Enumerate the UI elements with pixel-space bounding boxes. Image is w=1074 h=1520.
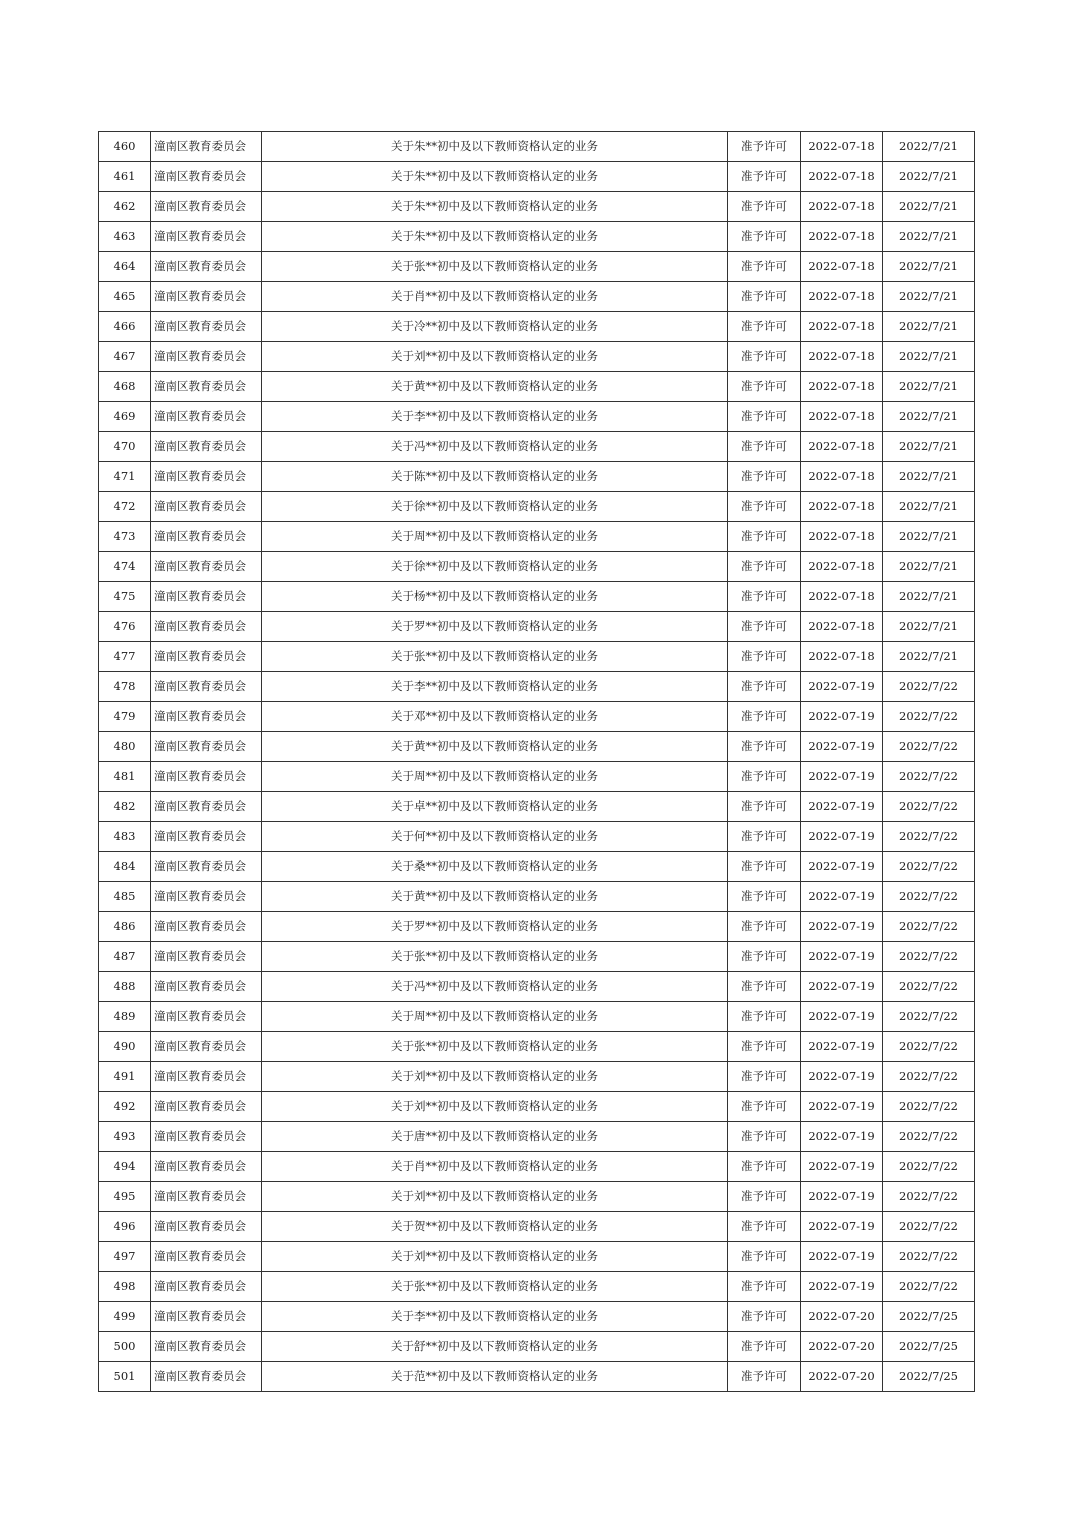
- decision-date-cell: 2022-07-19: [801, 1062, 883, 1092]
- table-row: [99, 942, 975, 972]
- table-row: [99, 882, 975, 912]
- publish-date-cell: 2022/7/21: [883, 492, 975, 522]
- organization-cell: 潼南区教育委员会: [151, 1032, 262, 1062]
- decision-date-cell: 2022-07-18: [801, 342, 883, 372]
- organization-cell: 潼南区教育委员会: [151, 1182, 262, 1212]
- publish-date-cell: 2022/7/22: [883, 1122, 975, 1152]
- decision-cell: 准予许可: [728, 552, 801, 582]
- decision-cell: 准予许可: [728, 912, 801, 942]
- decision-cell: 准予许可: [728, 732, 801, 762]
- matter-title-cell: 关于范**初中及以下教师资格认定的业务: [262, 1362, 728, 1392]
- decision-date-cell: 2022-07-18: [801, 432, 883, 462]
- decision-cell: 准予许可: [728, 1302, 801, 1332]
- decision-date-cell: 2022-07-20: [801, 1362, 883, 1392]
- matter-title-cell: 关于李**初中及以下教师资格认定的业务: [262, 1302, 728, 1332]
- decision-cell: 准予许可: [728, 1242, 801, 1272]
- row-number-cell: 482: [99, 792, 151, 822]
- decision-date-cell: 2022-07-18: [801, 372, 883, 402]
- matter-title-cell: 关于陈**初中及以下教师资格认定的业务: [262, 462, 728, 492]
- publish-date-cell: 2022/7/21: [883, 552, 975, 582]
- table-row: [99, 1032, 975, 1062]
- decision-date-cell: 2022-07-19: [801, 1032, 883, 1062]
- organization-cell: 潼南区教育委员会: [151, 1152, 262, 1182]
- matter-title-cell: 关于刘**初中及以下教师资格认定的业务: [262, 1062, 728, 1092]
- decision-cell: 准予许可: [728, 462, 801, 492]
- decision-date-cell: 2022-07-18: [801, 192, 883, 222]
- decision-date-cell: 2022-07-19: [801, 1122, 883, 1152]
- publish-date-cell: 2022/7/22: [883, 912, 975, 942]
- decision-cell: 准予许可: [728, 1152, 801, 1182]
- decision-date-cell: 2022-07-19: [801, 1212, 883, 1242]
- publish-date-cell: 2022/7/22: [883, 1242, 975, 1272]
- organization-cell: 潼南区教育委员会: [151, 582, 262, 612]
- organization-cell: 潼南区教育委员会: [151, 852, 262, 882]
- decision-date-cell: 2022-07-18: [801, 162, 883, 192]
- organization-cell: 潼南区教育委员会: [151, 732, 262, 762]
- decision-date-cell: 2022-07-19: [801, 1152, 883, 1182]
- publish-date-cell: 2022/7/22: [883, 702, 975, 732]
- matter-title-cell: 关于邓**初中及以下教师资格认定的业务: [262, 702, 728, 732]
- decision-date-cell: 2022-07-19: [801, 792, 883, 822]
- organization-cell: 潼南区教育委员会: [151, 312, 262, 342]
- table-row: [99, 912, 975, 942]
- decision-date-cell: 2022-07-19: [801, 672, 883, 702]
- organization-cell: 潼南区教育委员会: [151, 1362, 262, 1392]
- publish-date-cell: 2022/7/22: [883, 1062, 975, 1092]
- publish-date-cell: 2022/7/22: [883, 972, 975, 1002]
- decision-date-cell: 2022-07-19: [801, 702, 883, 732]
- matter-title-cell: 关于何**初中及以下教师资格认定的业务: [262, 822, 728, 852]
- table-row: [99, 1092, 975, 1122]
- decision-cell: 准予许可: [728, 222, 801, 252]
- organization-cell: 潼南区教育委员会: [151, 282, 262, 312]
- matter-title-cell: 关于周**初中及以下教师资格认定的业务: [262, 762, 728, 792]
- table-row: [99, 162, 975, 192]
- decision-date-cell: 2022-07-20: [801, 1332, 883, 1362]
- matter-title-cell: 关于罗**初中及以下教师资格认定的业务: [262, 612, 728, 642]
- publish-date-cell: 2022/7/21: [883, 372, 975, 402]
- organization-cell: 潼南区教育委员会: [151, 462, 262, 492]
- decision-date-cell: 2022-07-18: [801, 612, 883, 642]
- matter-title-cell: 关于刘**初中及以下教师资格认定的业务: [262, 1182, 728, 1212]
- row-number-cell: 483: [99, 822, 151, 852]
- matter-title-cell: 关于肖**初中及以下教师资格认定的业务: [262, 282, 728, 312]
- decision-date-cell: 2022-07-19: [801, 1272, 883, 1302]
- publish-date-cell: 2022/7/21: [883, 462, 975, 492]
- decision-cell: 准予许可: [728, 972, 801, 1002]
- row-number-cell: 473: [99, 522, 151, 552]
- publish-date-cell: 2022/7/25: [883, 1362, 975, 1392]
- organization-cell: 潼南区教育委员会: [151, 252, 262, 282]
- decision-cell: 准予许可: [728, 252, 801, 282]
- table-row: [99, 312, 975, 342]
- decision-cell: 准予许可: [728, 642, 801, 672]
- organization-cell: 潼南区教育委员会: [151, 702, 262, 732]
- decision-cell: 准予许可: [728, 402, 801, 432]
- matter-title-cell: 关于李**初中及以下教师资格认定的业务: [262, 672, 728, 702]
- row-number-cell: 497: [99, 1242, 151, 1272]
- matter-title-cell: 关于桑**初中及以下教师资格认定的业务: [262, 852, 728, 882]
- table-row: [99, 1152, 975, 1182]
- matter-title-cell: 关于张**初中及以下教师资格认定的业务: [262, 1272, 728, 1302]
- matter-title-cell: 关于刘**初中及以下教师资格认定的业务: [262, 1092, 728, 1122]
- organization-cell: 潼南区教育委员会: [151, 1092, 262, 1122]
- organization-cell: 潼南区教育委员会: [151, 1332, 262, 1362]
- matter-title-cell: 关于刘**初中及以下教师资格认定的业务: [262, 342, 728, 372]
- matter-title-cell: 关于朱**初中及以下教师资格认定的业务: [262, 192, 728, 222]
- row-number-cell: 495: [99, 1182, 151, 1212]
- publish-date-cell: 2022/7/22: [883, 942, 975, 972]
- publish-date-cell: 2022/7/21: [883, 192, 975, 222]
- publish-date-cell: 2022/7/22: [883, 1002, 975, 1032]
- organization-cell: 潼南区教育委员会: [151, 1062, 262, 1092]
- decision-cell: 准予许可: [728, 1362, 801, 1392]
- organization-cell: 潼南区教育委员会: [151, 612, 262, 642]
- decision-date-cell: 2022-07-19: [801, 1182, 883, 1212]
- table-row: [99, 132, 975, 162]
- row-number-cell: 496: [99, 1212, 151, 1242]
- decision-date-cell: 2022-07-18: [801, 222, 883, 252]
- table-row: [99, 1122, 975, 1152]
- row-number-cell: 490: [99, 1032, 151, 1062]
- row-number-cell: 501: [99, 1362, 151, 1392]
- row-number-cell: 466: [99, 312, 151, 342]
- publish-date-cell: 2022/7/21: [883, 222, 975, 252]
- publish-date-cell: 2022/7/22: [883, 732, 975, 762]
- matter-title-cell: 关于朱**初中及以下教师资格认定的业务: [262, 132, 728, 162]
- decision-cell: 准予许可: [728, 1062, 801, 1092]
- row-number-cell: 493: [99, 1122, 151, 1152]
- publish-date-cell: 2022/7/21: [883, 432, 975, 462]
- table-row: [99, 402, 975, 432]
- row-number-cell: 468: [99, 372, 151, 402]
- organization-cell: 潼南区教育委员会: [151, 1302, 262, 1332]
- decision-date-cell: 2022-07-18: [801, 552, 883, 582]
- row-number-cell: 485: [99, 882, 151, 912]
- table-row: [99, 1272, 975, 1302]
- organization-cell: 潼南区教育委员会: [151, 222, 262, 252]
- table-row: [99, 192, 975, 222]
- decision-cell: 准予许可: [728, 432, 801, 462]
- decision-date-cell: 2022-07-18: [801, 642, 883, 672]
- decision-cell: 准予许可: [728, 882, 801, 912]
- row-number-cell: 472: [99, 492, 151, 522]
- organization-cell: 潼南区教育委员会: [151, 1212, 262, 1242]
- decision-date-cell: 2022-07-19: [801, 852, 883, 882]
- row-number-cell: 492: [99, 1092, 151, 1122]
- matter-title-cell: 关于朱**初中及以下教师资格认定的业务: [262, 162, 728, 192]
- decision-cell: 准予许可: [728, 522, 801, 552]
- row-number-cell: 460: [99, 132, 151, 162]
- matter-title-cell: 关于朱**初中及以下教师资格认定的业务: [262, 222, 728, 252]
- decision-date-cell: 2022-07-19: [801, 972, 883, 1002]
- organization-cell: 潼南区教育委员会: [151, 402, 262, 432]
- row-number-cell: 480: [99, 732, 151, 762]
- publish-date-cell: 2022/7/22: [883, 1212, 975, 1242]
- row-number-cell: 486: [99, 912, 151, 942]
- row-number-cell: 477: [99, 642, 151, 672]
- organization-cell: 潼南区教育委员会: [151, 912, 262, 942]
- matter-title-cell: 关于张**初中及以下教师资格认定的业务: [262, 942, 728, 972]
- row-number-cell: 469: [99, 402, 151, 432]
- table-row: [99, 1242, 975, 1272]
- row-number-cell: 471: [99, 462, 151, 492]
- table-row: [99, 432, 975, 462]
- table-row: [99, 1332, 975, 1362]
- matter-title-cell: 关于李**初中及以下教师资格认定的业务: [262, 402, 728, 432]
- decision-cell: 准予许可: [728, 762, 801, 792]
- publish-date-cell: 2022/7/22: [883, 1182, 975, 1212]
- decision-cell: 准予许可: [728, 852, 801, 882]
- decision-cell: 准予许可: [728, 312, 801, 342]
- matter-title-cell: 关于卓**初中及以下教师资格认定的业务: [262, 792, 728, 822]
- matter-title-cell: 关于冯**初中及以下教师资格认定的业务: [262, 432, 728, 462]
- table-row: [99, 672, 975, 702]
- decision-date-cell: 2022-07-18: [801, 282, 883, 312]
- table-row: [99, 462, 975, 492]
- table-row: [99, 1362, 975, 1392]
- organization-cell: 潼南区教育委员会: [151, 942, 262, 972]
- matter-title-cell: 关于张**初中及以下教师资格认定的业务: [262, 642, 728, 672]
- organization-cell: 潼南区教育委员会: [151, 492, 262, 522]
- row-number-cell: 462: [99, 192, 151, 222]
- matter-title-cell: 关于黄**初中及以下教师资格认定的业务: [262, 372, 728, 402]
- organization-cell: 潼南区教育委员会: [151, 372, 262, 402]
- decision-date-cell: 2022-07-19: [801, 942, 883, 972]
- row-number-cell: 476: [99, 612, 151, 642]
- matter-title-cell: 关于肖**初中及以下教师资格认定的业务: [262, 1152, 728, 1182]
- publish-date-cell: 2022/7/21: [883, 642, 975, 672]
- matter-title-cell: 关于徐**初中及以下教师资格认定的业务: [262, 492, 728, 522]
- table-row: [99, 1002, 975, 1032]
- records-table-body: [99, 132, 975, 1392]
- matter-title-cell: 关于周**初中及以下教师资格认定的业务: [262, 522, 728, 552]
- table-row: [99, 372, 975, 402]
- matter-title-cell: 关于徐**初中及以下教师资格认定的业务: [262, 552, 728, 582]
- table-row: [99, 522, 975, 552]
- row-number-cell: 465: [99, 282, 151, 312]
- matter-title-cell: 关于周**初中及以下教师资格认定的业务: [262, 1002, 728, 1032]
- table-row: [99, 582, 975, 612]
- table-row: [99, 822, 975, 852]
- row-number-cell: 478: [99, 672, 151, 702]
- decision-cell: 准予许可: [728, 342, 801, 372]
- decision-cell: 准予许可: [728, 492, 801, 522]
- organization-cell: 潼南区教育委员会: [151, 1002, 262, 1032]
- table-row: [99, 1212, 975, 1242]
- decision-cell: 准予许可: [728, 1212, 801, 1242]
- row-number-cell: 500: [99, 1332, 151, 1362]
- organization-cell: 潼南区教育委员会: [151, 1272, 262, 1302]
- table-row: [99, 342, 975, 372]
- decision-cell: 准予许可: [728, 942, 801, 972]
- decision-date-cell: 2022-07-18: [801, 402, 883, 432]
- publish-date-cell: 2022/7/21: [883, 522, 975, 552]
- publish-date-cell: 2022/7/21: [883, 162, 975, 192]
- table-row: [99, 552, 975, 582]
- decision-cell: 准予许可: [728, 822, 801, 852]
- publish-date-cell: 2022/7/21: [883, 402, 975, 432]
- organization-cell: 潼南区教育委员会: [151, 882, 262, 912]
- table-row: [99, 1302, 975, 1332]
- decision-cell: 准予许可: [728, 132, 801, 162]
- decision-cell: 准予许可: [728, 1332, 801, 1362]
- row-number-cell: 464: [99, 252, 151, 282]
- row-number-cell: 463: [99, 222, 151, 252]
- decision-date-cell: 2022-07-18: [801, 492, 883, 522]
- decision-cell: 准予许可: [728, 1032, 801, 1062]
- organization-cell: 潼南区教育委员会: [151, 762, 262, 792]
- publish-date-cell: 2022/7/21: [883, 282, 975, 312]
- decision-date-cell: 2022-07-19: [801, 882, 883, 912]
- organization-cell: 潼南区教育委员会: [151, 642, 262, 672]
- decision-cell: 准予许可: [728, 1122, 801, 1152]
- row-number-cell: 488: [99, 972, 151, 1002]
- table-row: [99, 612, 975, 642]
- decision-date-cell: 2022-07-19: [801, 1002, 883, 1032]
- table-row: [99, 222, 975, 252]
- organization-cell: 潼南区教育委员会: [151, 972, 262, 1002]
- matter-title-cell: 关于张**初中及以下教师资格认定的业务: [262, 252, 728, 282]
- publish-date-cell: 2022/7/21: [883, 582, 975, 612]
- decision-cell: 准予许可: [728, 792, 801, 822]
- decision-date-cell: 2022-07-19: [801, 762, 883, 792]
- row-number-cell: 461: [99, 162, 151, 192]
- table-row: [99, 972, 975, 1002]
- matter-title-cell: 关于罗**初中及以下教师资格认定的业务: [262, 912, 728, 942]
- decision-cell: 准予许可: [728, 282, 801, 312]
- publish-date-cell: 2022/7/25: [883, 1332, 975, 1362]
- table-row: [99, 492, 975, 522]
- matter-title-cell: 关于舒**初中及以下教师资格认定的业务: [262, 1332, 728, 1362]
- decision-cell: 准予许可: [728, 192, 801, 222]
- row-number-cell: 491: [99, 1062, 151, 1092]
- organization-cell: 潼南区教育委员会: [151, 1122, 262, 1152]
- table-row: [99, 252, 975, 282]
- row-number-cell: 484: [99, 852, 151, 882]
- matter-title-cell: 关于贺**初中及以下教师资格认定的业务: [262, 1212, 728, 1242]
- publish-date-cell: 2022/7/21: [883, 312, 975, 342]
- publish-date-cell: 2022/7/22: [883, 822, 975, 852]
- publish-date-cell: 2022/7/21: [883, 132, 975, 162]
- organization-cell: 潼南区教育委员会: [151, 132, 262, 162]
- decision-date-cell: 2022-07-19: [801, 1242, 883, 1272]
- decision-cell: 准予许可: [728, 582, 801, 612]
- row-number-cell: 487: [99, 942, 151, 972]
- organization-cell: 潼南区教育委员会: [151, 342, 262, 372]
- matter-title-cell: 关于刘**初中及以下教师资格认定的业务: [262, 1242, 728, 1272]
- decision-date-cell: 2022-07-18: [801, 132, 883, 162]
- decision-date-cell: 2022-07-19: [801, 822, 883, 852]
- decision-cell: 准予许可: [728, 162, 801, 192]
- records-table: [98, 131, 975, 1392]
- publish-date-cell: 2022/7/22: [883, 1032, 975, 1062]
- publish-date-cell: 2022/7/22: [883, 882, 975, 912]
- organization-cell: 潼南区教育委员会: [151, 162, 262, 192]
- organization-cell: 潼南区教育委员会: [151, 192, 262, 222]
- table-row: [99, 642, 975, 672]
- matter-title-cell: 关于冯**初中及以下教师资格认定的业务: [262, 972, 728, 1002]
- row-number-cell: 498: [99, 1272, 151, 1302]
- decision-cell: 准予许可: [728, 702, 801, 732]
- decision-cell: 准予许可: [728, 612, 801, 642]
- matter-title-cell: 关于黄**初中及以下教师资格认定的业务: [262, 882, 728, 912]
- decision-date-cell: 2022-07-18: [801, 312, 883, 342]
- table-row: [99, 1062, 975, 1092]
- organization-cell: 潼南区教育委员会: [151, 672, 262, 702]
- matter-title-cell: 关于黄**初中及以下教师资格认定的业务: [262, 732, 728, 762]
- decision-cell: 准予许可: [728, 1002, 801, 1032]
- organization-cell: 潼南区教育委员会: [151, 792, 262, 822]
- row-number-cell: 467: [99, 342, 151, 372]
- publish-date-cell: 2022/7/22: [883, 792, 975, 822]
- table-row: [99, 702, 975, 732]
- matter-title-cell: 关于冷**初中及以下教师资格认定的业务: [262, 312, 728, 342]
- row-number-cell: 470: [99, 432, 151, 462]
- publish-date-cell: 2022/7/25: [883, 1302, 975, 1332]
- publish-date-cell: 2022/7/21: [883, 612, 975, 642]
- table-row: [99, 792, 975, 822]
- row-number-cell: 481: [99, 762, 151, 792]
- row-number-cell: 479: [99, 702, 151, 732]
- decision-date-cell: 2022-07-19: [801, 732, 883, 762]
- row-number-cell: 494: [99, 1152, 151, 1182]
- publish-date-cell: 2022/7/21: [883, 342, 975, 372]
- table-row: [99, 762, 975, 792]
- table-row: [99, 732, 975, 762]
- matter-title-cell: 关于张**初中及以下教师资格认定的业务: [262, 1032, 728, 1062]
- matter-title-cell: 关于杨**初中及以下教师资格认定的业务: [262, 582, 728, 612]
- row-number-cell: 475: [99, 582, 151, 612]
- decision-cell: 准予许可: [728, 1182, 801, 1212]
- organization-cell: 潼南区教育委员会: [151, 1242, 262, 1272]
- decision-cell: 准予许可: [728, 1092, 801, 1122]
- decision-date-cell: 2022-07-18: [801, 582, 883, 612]
- decision-date-cell: 2022-07-18: [801, 252, 883, 282]
- decision-date-cell: 2022-07-18: [801, 462, 883, 492]
- decision-date-cell: 2022-07-20: [801, 1302, 883, 1332]
- decision-date-cell: 2022-07-18: [801, 522, 883, 552]
- row-number-cell: 489: [99, 1002, 151, 1032]
- row-number-cell: 474: [99, 552, 151, 582]
- organization-cell: 潼南区教育委员会: [151, 552, 262, 582]
- decision-cell: 准予许可: [728, 672, 801, 702]
- matter-title-cell: 关于唐**初中及以下教师资格认定的业务: [262, 1122, 728, 1152]
- table-row: [99, 1182, 975, 1212]
- decision-cell: 准予许可: [728, 372, 801, 402]
- table-row: [99, 282, 975, 312]
- table-row: [99, 852, 975, 882]
- organization-cell: 潼南区教育委员会: [151, 432, 262, 462]
- publish-date-cell: 2022/7/22: [883, 1152, 975, 1182]
- decision-date-cell: 2022-07-19: [801, 912, 883, 942]
- decision-date-cell: 2022-07-19: [801, 1092, 883, 1122]
- publish-date-cell: 2022/7/22: [883, 672, 975, 702]
- decision-cell: 准予许可: [728, 1272, 801, 1302]
- publish-date-cell: 2022/7/22: [883, 852, 975, 882]
- publish-date-cell: 2022/7/22: [883, 1272, 975, 1302]
- organization-cell: 潼南区教育委员会: [151, 522, 262, 552]
- publish-date-cell: 2022/7/21: [883, 252, 975, 282]
- organization-cell: 潼南区教育委员会: [151, 822, 262, 852]
- publish-date-cell: 2022/7/22: [883, 762, 975, 792]
- publish-date-cell: 2022/7/22: [883, 1092, 975, 1122]
- row-number-cell: 499: [99, 1302, 151, 1332]
